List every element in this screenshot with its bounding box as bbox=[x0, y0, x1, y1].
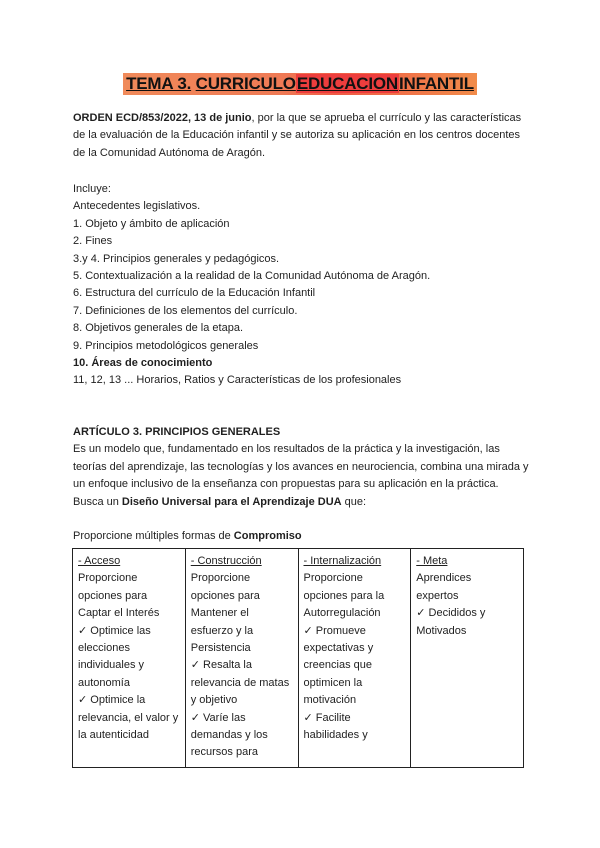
list-item-bold: 10. Áreas de conocimiento bbox=[73, 357, 213, 370]
article-heading: ARTÍCULO 3. PRINCIPIOS GENERALES bbox=[73, 426, 281, 438]
cell-line: opciones para bbox=[78, 589, 148, 602]
cell-line: ✓ Facilite bbox=[303, 711, 351, 724]
cell-line: opciones para la bbox=[303, 589, 385, 602]
title-part-4: INFANTIL bbox=[399, 74, 474, 93]
intro-order-ref: ORDEN ECD/853/2022, 13 de junio bbox=[73, 112, 252, 124]
table-row bbox=[73, 549, 524, 768]
contents-list bbox=[73, 181, 543, 390]
list-item: 7. Definiciones de los elementos del currículo. bbox=[73, 304, 298, 317]
list-item: 5. Contextualización a la realidad de la Comunidad Autónoma de Aragón. bbox=[73, 270, 431, 283]
cell-line: habilidades y bbox=[303, 729, 368, 742]
cell-line: recursos para bbox=[190, 746, 259, 759]
intro-paragraph bbox=[73, 110, 543, 162]
cell-line: individuales y bbox=[78, 659, 145, 672]
list-item: 1. Objeto y ámbito de aplicación bbox=[73, 217, 230, 230]
title-part-1: TEMA 3. bbox=[126, 74, 192, 93]
table-cell-construccion bbox=[185, 549, 298, 768]
cell-line: Motivados bbox=[416, 624, 467, 637]
column-head: - Meta bbox=[416, 555, 448, 567]
list-item: Incluye: bbox=[73, 183, 111, 195]
title-part-2: CURRICULO bbox=[195, 74, 296, 93]
cell-line: ✓ Optimice la bbox=[78, 694, 146, 707]
cell-line: Aprendices bbox=[416, 572, 472, 585]
dua-term: Diseño Universal para el Aprendizaje DUA bbox=[121, 495, 342, 508]
cell-line: Persistencia bbox=[190, 642, 251, 655]
cell-line: opciones para bbox=[190, 589, 260, 602]
list-item: 3.y 4. Principios generales y pedagógicos. bbox=[73, 252, 280, 265]
list-item: Antecedentes legislativos. bbox=[73, 200, 201, 213]
cell-line: Captar el Interés bbox=[78, 607, 160, 620]
cell-line: y objetivo bbox=[190, 694, 238, 707]
list-item: 11, 12, 13 ... Horarios, Ratios y Características de los profesionales bbox=[73, 374, 402, 387]
busca-pre: Busca un bbox=[73, 495, 122, 508]
cell-line: la autenticidad bbox=[78, 729, 149, 742]
cell-line: elecciones bbox=[78, 642, 130, 655]
cell-line: Proporcione bbox=[78, 572, 138, 585]
proporcione-pre: Proporcione múltiples formas de bbox=[73, 530, 234, 542]
cell-line: relevancia, el valor y bbox=[78, 711, 179, 724]
table-cell-internalizacion bbox=[298, 549, 411, 768]
cell-line: Proporcione bbox=[190, 572, 251, 585]
cell-line: creencias que bbox=[303, 659, 372, 672]
intro-line-1-rest: , por la que se aprueba el currículo y las características bbox=[251, 112, 522, 124]
cell-line: ✓ Optimice las bbox=[78, 624, 151, 637]
proporcione-line bbox=[73, 528, 543, 545]
cell-line: motivación bbox=[303, 694, 357, 707]
article-line: un enfoque inclusivo de la enseñanza con propuestas para su aplicación en la práctica. bbox=[73, 478, 499, 491]
column-head: - Acceso bbox=[78, 555, 121, 567]
table-cell-meta bbox=[411, 549, 524, 768]
cell-line: relevancia de matas bbox=[190, 676, 290, 689]
table-cell-acceso bbox=[73, 549, 186, 768]
list-item: 2. Fines bbox=[73, 235, 113, 248]
column-head: - Construcción bbox=[190, 555, 262, 567]
cell-line: Autorregulación bbox=[303, 607, 381, 620]
cell-line: ✓ Varíe las bbox=[190, 711, 246, 724]
cell-line: esfuerzo y la bbox=[190, 624, 254, 637]
title-row bbox=[0, 73, 600, 95]
page-title bbox=[123, 73, 477, 95]
cell-line: Proporcione bbox=[303, 572, 363, 585]
cell-line: expectativas y bbox=[303, 642, 374, 655]
cell-line: autonomía bbox=[78, 676, 130, 689]
column-head: - Internalización bbox=[303, 555, 382, 567]
cell-line: optimicen la bbox=[303, 676, 363, 689]
cell-line: Mantener el bbox=[190, 607, 249, 620]
article-section bbox=[73, 424, 543, 511]
cell-line: ✓ Promueve bbox=[303, 624, 366, 637]
title-part-3-highlighted: EDUCACION bbox=[296, 74, 398, 93]
list-item: 6. Estructura del currículo de la Educación Infantil bbox=[73, 287, 316, 300]
cell-line: demandas y los bbox=[190, 729, 268, 742]
list-item: 8. Objetivos generales de la etapa. bbox=[73, 322, 244, 335]
intro-line-3: de la Comunidad Autónoma de Aragón. bbox=[73, 146, 266, 159]
intro-line-2: de la evaluación de la Educación infantil y se autoriza su aplicación en los centros docentes bbox=[73, 129, 520, 142]
cell-line: expertos bbox=[416, 589, 459, 602]
cell-line: ✓ Resalta la bbox=[190, 659, 252, 672]
article-line: teorías del aprendizaje, las tecnologías y los avances en neurociencia, combina una mirada y bbox=[73, 460, 529, 473]
busca-post: que: bbox=[341, 495, 367, 508]
compromiso-term: Compromiso bbox=[233, 530, 302, 542]
article-line: Es un modelo que, fundamentado en los resultados de la práctica y la investigación, las bbox=[73, 443, 500, 456]
dua-table bbox=[72, 548, 524, 768]
list-item: 9. Principios metodológicos generales bbox=[73, 339, 259, 352]
cell-line: ✓ Decididos y bbox=[416, 607, 486, 620]
